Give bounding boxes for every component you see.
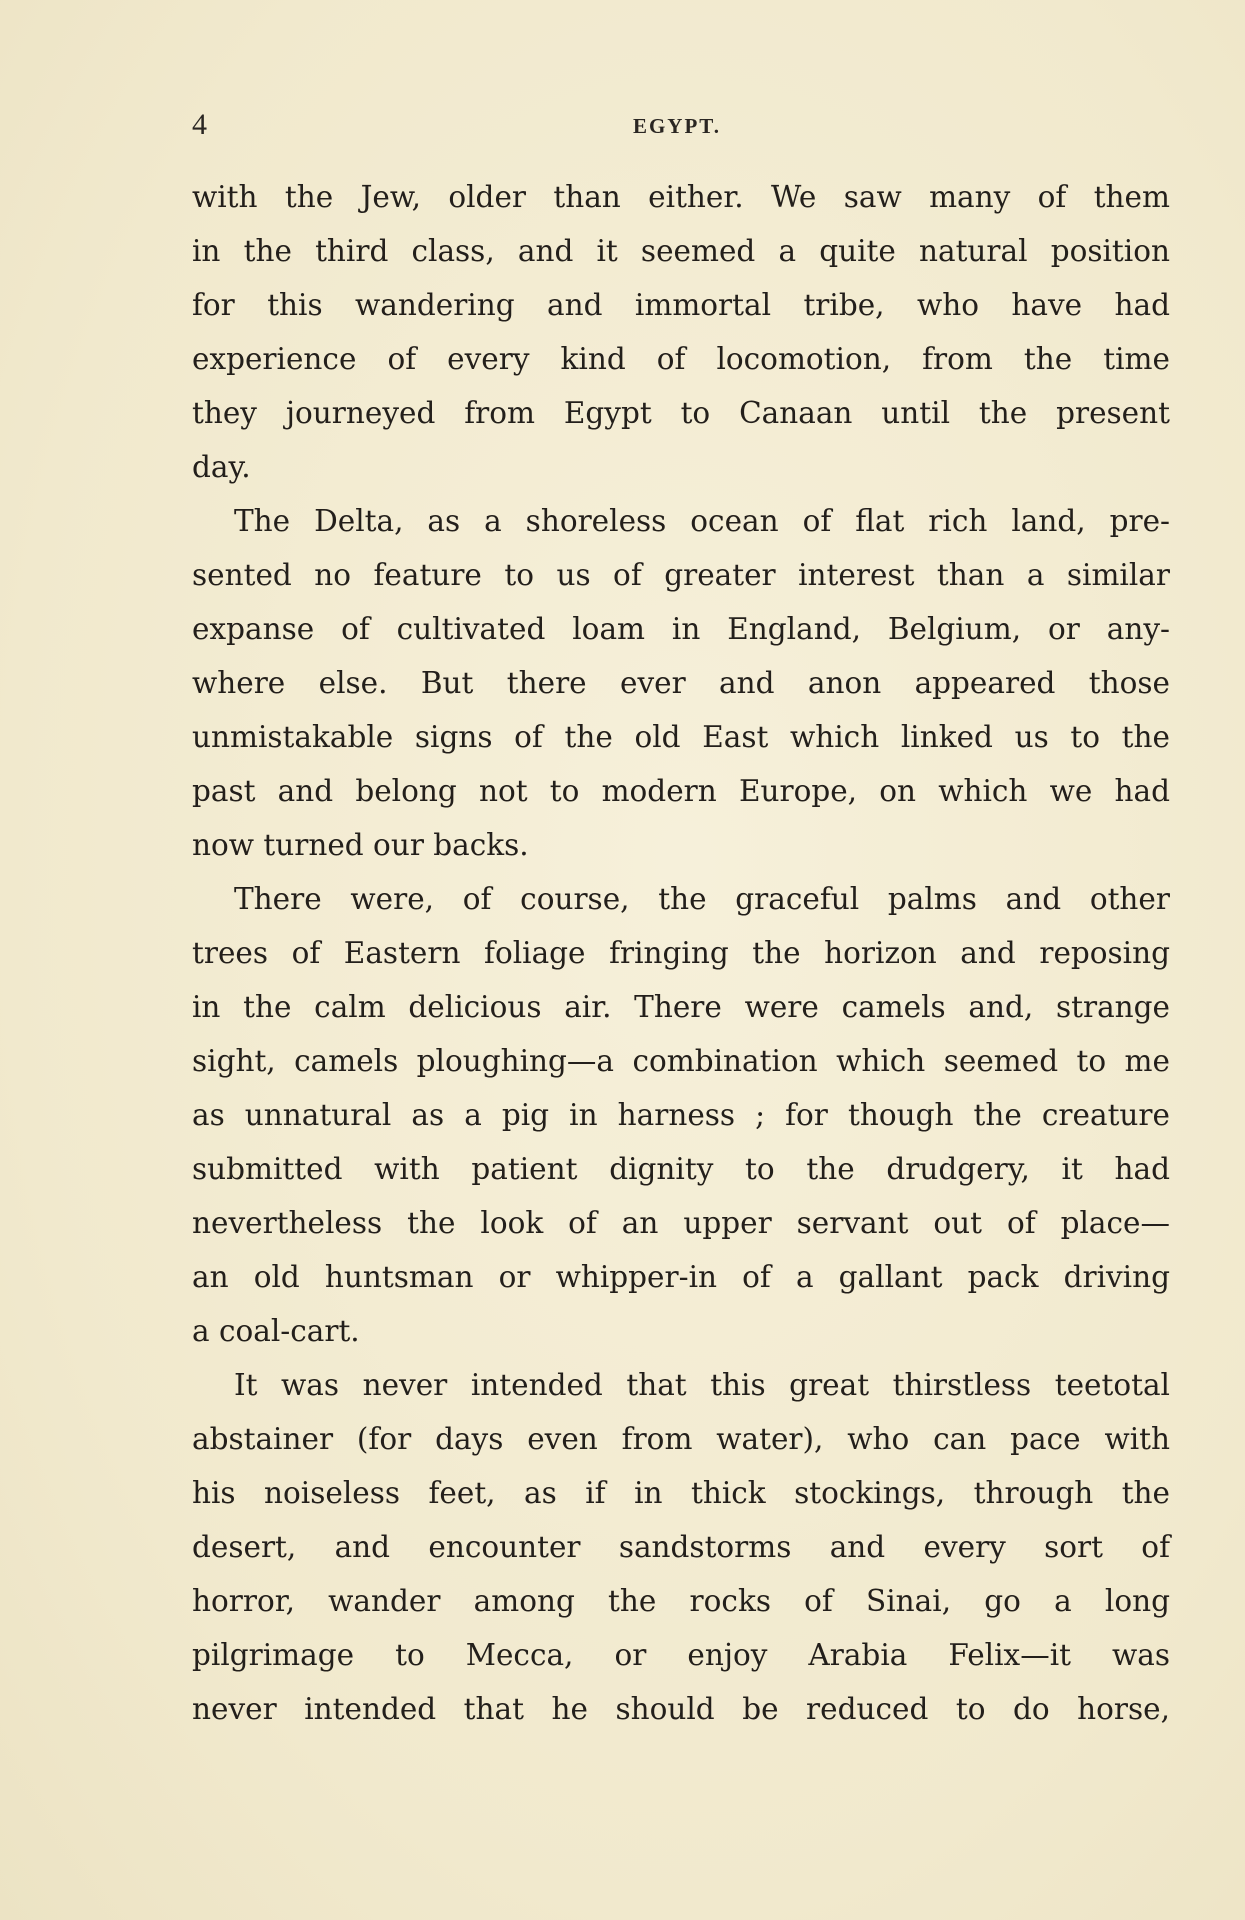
text-line: experience of every kind of locomotion, from the time (192, 342, 1170, 376)
text-line: now turned our backs. (192, 828, 529, 862)
text-line: desert, and encounter sandstorms and every sort of (192, 1530, 1170, 1564)
page-header (192, 108, 1162, 148)
text-line: It was never intended that this great thirstless teetotal (234, 1368, 1170, 1402)
text-line: There were, of course, the graceful palms and other (234, 882, 1170, 916)
text-line: expanse of cultivated loam in England, Belgium, or any- (192, 612, 1170, 646)
text-line: in the calm delicious air. There were camels and, strange (192, 990, 1170, 1024)
text-line: his noiseless feet, as if in thick stockings, through the (192, 1476, 1170, 1510)
paragraph (192, 1358, 1170, 1736)
page-number: 4 (192, 108, 207, 141)
text-line: submitted with patient dignity to the drudgery, it had (192, 1152, 1170, 1186)
text-line: unmistakable signs of the old East which linked us to the (192, 720, 1170, 754)
text-line: The Delta, as a shoreless ocean of flat rich land, pre- (234, 504, 1170, 538)
text-line: day. (192, 450, 251, 484)
text-line: as unnatural as a pig in harness ; for though the creature (192, 1098, 1170, 1132)
text-line: an old huntsman or whipper-in of a gallant pack driving (192, 1260, 1170, 1294)
paragraph (192, 170, 1170, 494)
text-line: for this wandering and immortal tribe, who have had (192, 288, 1170, 322)
text-line: sented no feature to us of greater interest than a similar (192, 558, 1170, 592)
text-line: where else. But there ever and anon appeared those (192, 666, 1170, 700)
body-text (192, 170, 1170, 1736)
paragraph (192, 872, 1170, 1358)
running-head: EGYPT. (632, 114, 722, 138)
text-line: never intended that he should be reduced to do horse, (192, 1692, 1170, 1726)
text-line: sight, camels ploughing—a combination which seemed to me (192, 1044, 1170, 1078)
paragraph (192, 494, 1170, 872)
text-line: abstainer (for days even from water), who can pace with (192, 1422, 1170, 1456)
text-line: in the third class, and it seemed a quite natural position (192, 234, 1170, 268)
text-line: trees of Eastern foliage fringing the horizon and reposing (192, 936, 1170, 970)
text-line: past and belong not to modern Europe, on which we had (192, 774, 1170, 808)
text-line: horror, wander among the rocks of Sinai, go a long (192, 1584, 1170, 1618)
text-line: nevertheless the look of an upper servant out of place— (192, 1206, 1170, 1240)
text-line: pilgrimage to Mecca, or enjoy Arabia Felix—it was (192, 1638, 1170, 1672)
text-line: they journeyed from Egypt to Canaan until the present (192, 396, 1170, 430)
text-line: a coal-cart. (192, 1314, 360, 1348)
text-line: with the Jew, older than either. We saw many of them (192, 180, 1170, 214)
